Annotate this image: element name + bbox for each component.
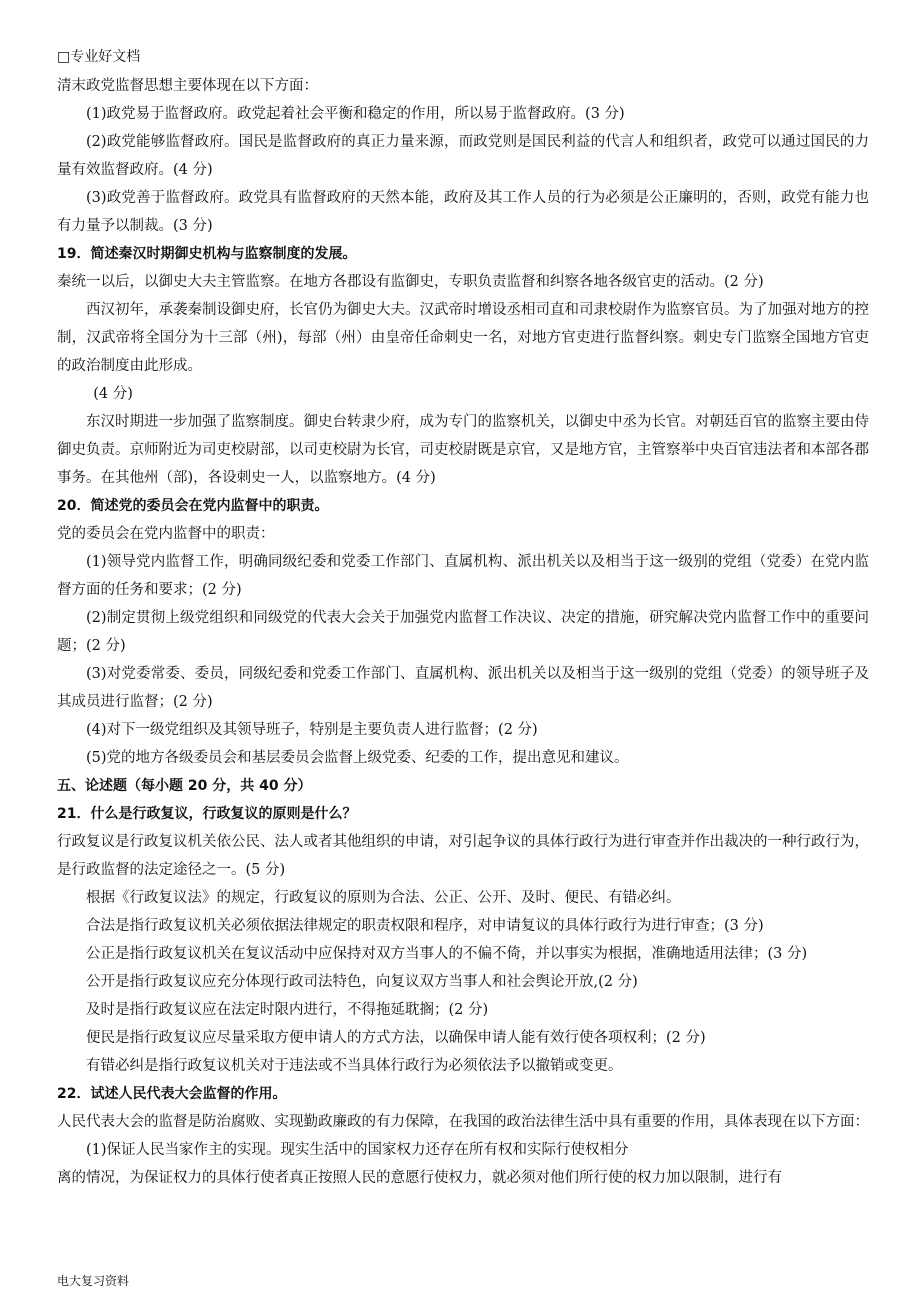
paragraph: 有错必纠是指行政复议机关对于违法或不当具体行政行为必须依法予以撤销或变更。 (86, 1058, 623, 1074)
paragraph: (5)党的地方各级委员会和基层委员会监督上级党委、纪委的工作，提出意见和建议。 (86, 750, 629, 766)
section-heading: 21．什么是行政复议，行政复议的原则是什么？ (57, 806, 357, 822)
paragraph: (4)对下一级党组织及其领导班子，特别是主要负责人进行监督；(2 分) (86, 722, 538, 738)
section-heading: 20．简述党的委员会在党内监督中的职责。 (57, 498, 329, 514)
paragraph: 根据《行政复议法》的规定，行政复议的原则为合法、公正、公开、及时、便民、有错必纠。 (86, 890, 681, 906)
paragraph: 离的情况，为保证权力的具体行使者真正按照人民的意愿行使权力，就必须对他们所行使的权力加以限制，进行有 (57, 1170, 782, 1186)
document-body (57, 72, 869, 1192)
page-header: □专业好文档 (57, 49, 141, 65)
page-footer: 电大复习资料 (57, 1274, 130, 1288)
paragraph: (2)政党能够监督政府。国民是监督政府的真正力量来源，而政党则是国民利益的代言人和组织者，政党可以通过国民的力量有效监督政府。(4 分) (57, 134, 869, 178)
paragraph: 东汉时期进一步加强了监察制度。御史台转隶少府，成为专门的监察机关，以御史中丞为长官。对朝廷百官的监察主要由侍御史负责。京师附近为司吏校尉部，以司吏校尉为长官，司吏校尉既是京官，又是地方官，主管察举中央百官违法者和本部各郡事务。在其他州（部)，各设刺史一人，以监察地方。(4 分) (57, 414, 869, 486)
paragraph: 合法是指行政复议机关必须依据法律规定的职责权限和程序，对申请复议的具体行政行为进行审查；(3 分) (86, 918, 764, 934)
section-heading: 22．试述人民代表大会监督的作用。 (57, 1086, 287, 1102)
paragraph: (1)政党易于监督政府。政党起着社会平衡和稳定的作用，所以易于监督政府。(3 分) (86, 106, 625, 122)
paragraph: (4 分) (93, 386, 133, 402)
paragraph: (1)保证人民当家作主的实现。现实生活中的国家权力还存在所有权和实际行使权相分 (86, 1142, 629, 1158)
paragraph: 清末政党监督思想主要体现在以下方面： (57, 78, 318, 94)
paragraph: 党的委员会在党内监督中的职责： (57, 526, 275, 542)
paragraph: 秦统一以后，以御史大夫主管监察。在地方各郡设有监御史，专职负责监督和纠察各地各级官吏的活动。(2 分) (57, 274, 764, 290)
paragraph: (2)制定贯彻上级党组织和同级党的代表大会关于加强党内监督工作决议、决定的措施，研究解决党内监督工作中的重要问题；(2 分) (57, 610, 869, 654)
section-heading: 五、论述题（每小题 20 分，共 40 分） (57, 778, 312, 794)
paragraph: (1)领导党内监督工作，明确同级纪委和党委工作部门、直属机构、派出机关以及相当于这一级别的党组（党委）在党内监督方面的任务和要求；(2 分) (57, 554, 869, 598)
paragraph: 公正是指行政复议机关在复议活动中应保持对双方当事人的不偏不倚，并以事实为根据，准确地适用法律；(3 分) (86, 946, 808, 962)
paragraph: 西汉初年，承袭秦制设御史府，长官仍为御史大夫。汉武帝时增设丞相司直和司隶校尉作为监察官员。为了加强对地方的控制，汉武帝将全国分为十三部（州)，每部（州）由皇帝任命刺史一名，对地方官吏进行监督纠察。刺史专门监察全国地方官吏的政治制度由此形成。 (57, 302, 869, 374)
paragraph: 及时是指行政复议应在法定时限内进行，不得拖延耽搁；(2 分) (86, 1002, 489, 1018)
section-heading: 19．简述秦汉时期御史机构与监察制度的发展。 (57, 246, 357, 262)
paragraph: 公开是指行政复议应充分体现行政司法特色，向复议双方当事人和社会舆论开放,(2 分) (86, 974, 638, 990)
paragraph: 行政复议是行政复议机关依公民、法人或者其他组织的申请，对引起争议的具体行政行为进行审查并作出裁决的一种行政行为，是行政监督的法定途径之一。(5 分) (57, 834, 869, 878)
paragraph: (3)政党善于监督政府。政党具有监督政府的天然本能，政府及其工作人员的行为必须是公正廉明的，否则，政党有能力也有力量予以制裁。(3 分) (57, 190, 869, 234)
paragraph: 人民代表大会的监督是防治腐败、实现勤政廉政的有力保障，在我国的政治法律生活中具有重要的作用，具体表现在以下方面： (57, 1114, 869, 1130)
paragraph: 便民是指行政复议应尽量采取方便申请人的方式方法，以确保申请人能有效行使各项权利；(2 分) (86, 1030, 706, 1046)
paragraph: (3)对党委常委、委员，同级纪委和党委工作部门、直属机构、派出机关以及相当于这一级别的党组（党委）的领导班子及其成员进行监督；(2 分) (57, 666, 869, 710)
